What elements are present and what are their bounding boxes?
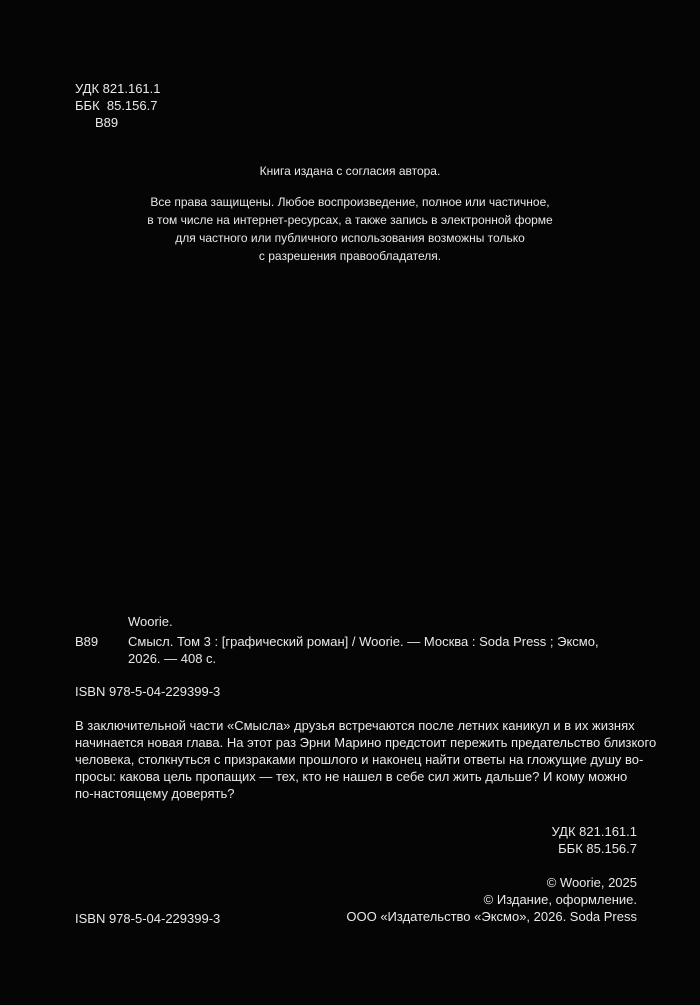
copyright-publisher: ООО «Издательство «Эксмо», 2026. Soda Press bbox=[346, 909, 637, 924]
udk-code-bottom: УДК 821.161.1 bbox=[551, 824, 637, 839]
bib-description bbox=[128, 633, 648, 667]
rights-line: Все права защищены. Любое воспроизведение, полное или частичное, bbox=[150, 195, 550, 209]
rights-notice bbox=[0, 193, 700, 265]
isbn-bottom: ISBN 978-5-04-229399-3 bbox=[75, 911, 221, 926]
author-sign-code: В89 bbox=[95, 115, 119, 130]
annotation-line: В заключительной части «Смысла» друзья встречаются после летних каникул и в их жизнях bbox=[75, 718, 635, 733]
classification-block-bottom bbox=[552, 823, 638, 857]
rights-line: для частного или публичного использования возможны только bbox=[175, 231, 525, 245]
rights-line: с разрешения правообладателя. bbox=[258, 249, 442, 263]
bib-author-sign: В89 bbox=[75, 634, 99, 649]
annotation bbox=[75, 717, 657, 802]
isbn-top: ISBN 978-5-04-229399-3 bbox=[75, 684, 221, 699]
bbk-code-bottom: ББК 85.156.7 bbox=[558, 841, 637, 856]
bib-author: Woorie. bbox=[128, 614, 173, 629]
annotation-line: человека, столкнуться с призраками прошлого и наконец найти ответы на гложущие душу во- bbox=[75, 752, 644, 767]
annotation-line: просы: какова цель пропащих — тех, кто не нашел в себе сил жить дальше? И кому можно bbox=[75, 769, 628, 784]
rights-line: в том числе на интернет-ресурсах, а также запись в электронной форме bbox=[147, 213, 553, 227]
bib-line: 2026. — 408 с. bbox=[128, 651, 217, 666]
bib-line: Смысл. Том 3 : [графический роман] / Woorie. — Москва : Soda Press ; Эксмо, bbox=[128, 634, 599, 649]
udk-code: УДК 821.161.1 bbox=[75, 81, 161, 96]
annotation-line: по-настоящему доверять? bbox=[75, 786, 235, 801]
bbk-code: ББК 85.156.7 bbox=[75, 98, 158, 113]
copyright-edition: © Издание, оформление. bbox=[483, 892, 637, 907]
copyright-block bbox=[346, 874, 637, 925]
annotation-line: начинается новая глава. На этот раз Эрни Марино предстоит пережить предательство близкого bbox=[75, 735, 657, 750]
copyright-author: © Woorie, 2025 bbox=[546, 875, 637, 890]
classification-block-top bbox=[75, 80, 161, 131]
consent-notice: Книга издана с согласия автора. bbox=[259, 164, 441, 178]
